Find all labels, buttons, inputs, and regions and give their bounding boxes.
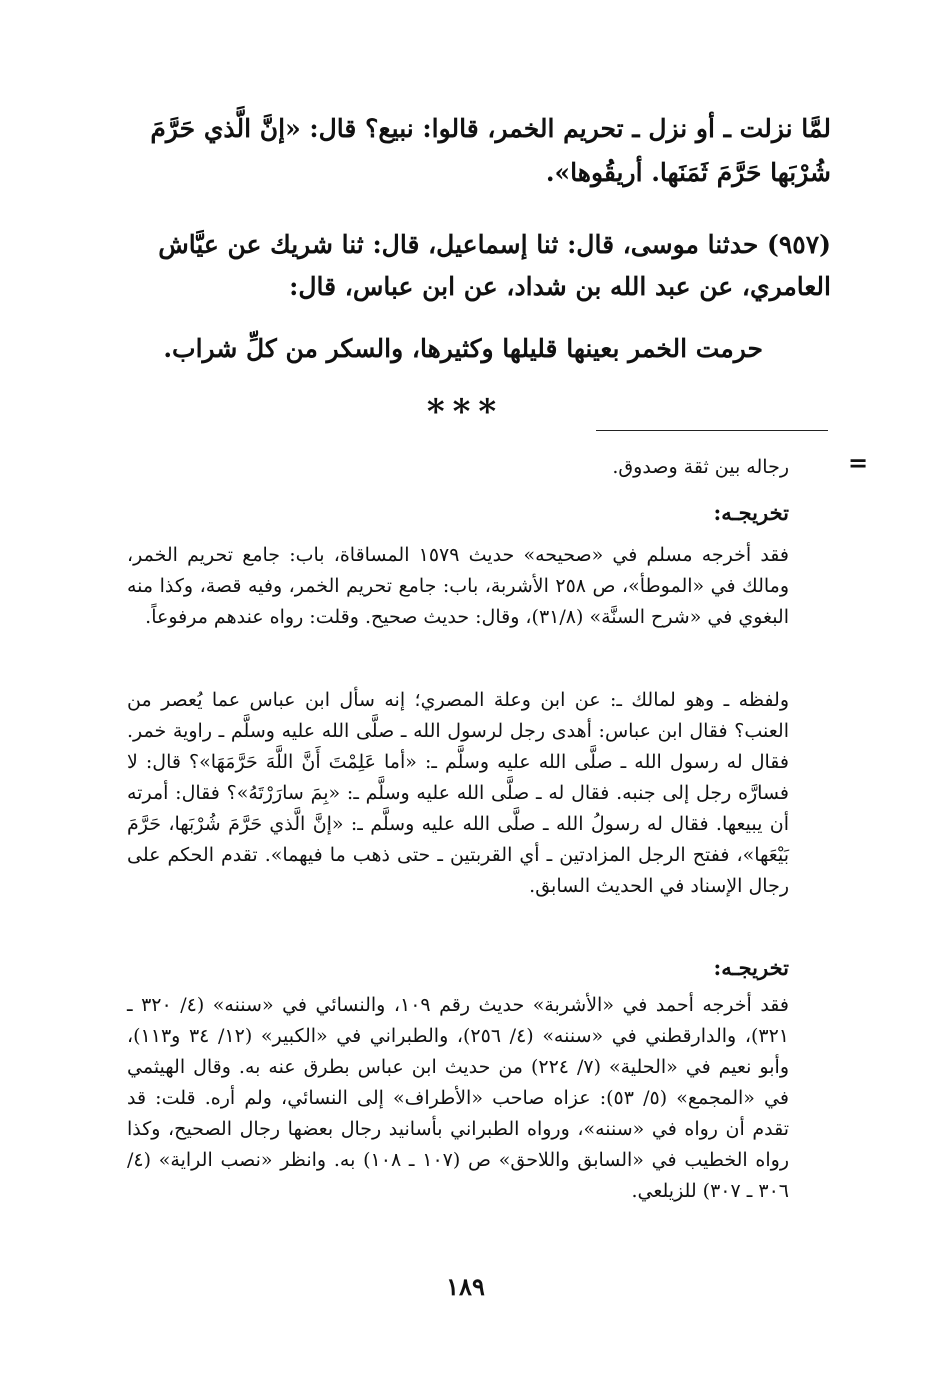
footnote-paragraph-2: ولفظه ـ وهو لمالك ـ: عن ابن وعلة المصري؛ إنه سأل ابن عباس عما يُعصر من العنب؟ فقال ابن عباس: أهدى رجل لرسول الله ـ صلَّى الله عليه وسلَّم ـ راوية خمر. فقال له رسول الله ـ صلَّى الله عليه وسلَّم ـ: «أما عَلِمْتَ أَنَّ اللَّهَ حَرَّمَهَا»؟ قال: لا فسارَّه رجل إلى جنبه. فقال له ـ صلَّى الله عليه وسلَّم ـ: «بِمَ سارَرْتَهُ»؟ فقال: أمرته أن يبيعها. فقال له رسولُ الله ـ صلَّى الله عليه وسلَّم ـ: «إنَّ الَّذي حَرَّمَ شُرْبَها، حَرَّمَ بَيْعَها»، ففتح الرجل المزادتين ـ أي القربتين ـ حتى ذهب ما فيهما». تقدم الحكم على رجال الإسناد في الحديث السابق. — [127, 689, 789, 897]
footnote-continued-mark: = — [848, 448, 869, 477]
footnote-first-line: رجاله بين ثقة وصدوق. — [612, 456, 789, 478]
footnote-heading-takhrij-1: تخريجـه: — [713, 500, 789, 525]
footnote-rule — [596, 430, 828, 431]
main-text-line: شُرْبَها حَرَّمَ ثَمَنَها. أريقُوها». — [545, 158, 831, 187]
main-text-line: لمَّا نزلت ـ أو نزل ـ تحريم الخمر، قالوا: نبيع؟ قال: «إنَّ الَّذي حَرَّمَ — [150, 114, 831, 143]
hadith-number: (٩٥٧) — [767, 230, 831, 259]
hadith-text: حرمت الخمر بعينها قليلها وكثيرها، والسكر من كلِّ شراب. — [163, 334, 763, 363]
hadith-isnad — [131, 224, 831, 308]
main-text-line-1 — [131, 108, 831, 150]
section-separator: *** — [426, 392, 505, 432]
main-text-line-2 — [131, 152, 831, 194]
hadith-isnad-text: حدثنا موسى، قال: ثنا إسماعيل، قال: ثنا شريك عن عيَّاش العامري، عن عبد الله بن شداد، عن ابن عباس، قال: — [158, 230, 831, 301]
footnote-paragraph-3: فقد أخرجه أحمد في «الأشربة» حديث رقم ١٠٩، والنسائي في «سننه» (٤/ ٣٢٠ ـ ٣٢١)، والدارقطني في «سننه» (٤/ ٢٥٦)، والطبراني في «الكبير» (١٢/ ٣٤ و١١٣)، وأبو نعيم في «الحلية» (٧/ ٢٢٤) من حديث ابن عباس بطرق عنه به. وقال الهيثمي في «المجمع» (٥/ ٥٣): عزاه صاحب «الأطراف» إلى النسائي، ولم أره. قلت: قد تقدم أن رواه في «سننه»، ورواه الطبراني بأسانيد رجال بعضها رجال الصحيح، وكذا رواه الخطيب في «السابق واللاحق» ص (١٠٧ ـ ١٠٨) به. وانظر «نصب الراية» (٤/ ٣٠٦ ـ ٣٠٧) للزيلعي. — [127, 994, 789, 1202]
footnote-heading-takhrij-2: تخريجـه: — [713, 955, 789, 980]
footnote-paragraph-1: فقد أخرجه مسلم في «صحيحه» حديث ١٥٧٩ المساقاة، باب: جامع تحريم الخمر، ومالك في «الموطأ»، ص ٢٥٨ الأشربة، باب: جامع تحريم الخمر، وفيه قصة، وكذا منه البغوي في «شرح السنَّة» (٣١/٨)، وقال: حديث صحيح. وقلت: رواه عندهم مرفوعاً. — [127, 544, 790, 628]
page-number: ١٨٩ — [446, 1272, 485, 1301]
